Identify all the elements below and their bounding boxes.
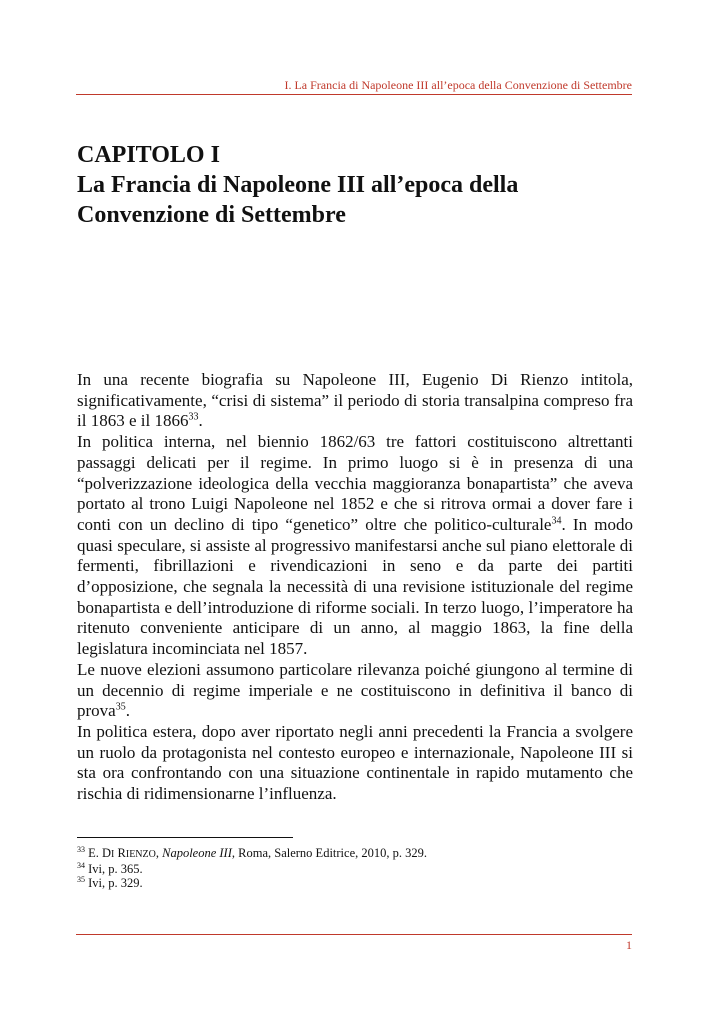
header-divider (76, 94, 632, 95)
paragraph-2 (77, 432, 633, 660)
footnote-34 (77, 862, 633, 876)
paragraph-3 (77, 660, 633, 722)
paragraph-2-text-b: . In modo quasi speculare, si assiste al progressivo manifestarsi anche sul piano elettorale di fermenti, fibrillazioni e rivendicazioni in seno e da parte dei partiti d’opposizione, che segnala la necessità di una revisione istituzionale del regime bonapartista e dell’introduzione di riforme sociali. In terzo luogo, l’imperatore ha ritenuto conveniente anticipare di un anno, al maggio 1863, la fine della legislatura incominciata nel 1857. (77, 514, 633, 659)
paragraph-1-text: In una recente biografia su Napoleone III, Eugenio Di Rienzo intitola, significativamente, “crisi di sistema” il periodo di storia transalpina compreso fra il 1863 e il 1866 (77, 370, 633, 431)
paragraph-2-text-a: In politica interna, nel biennio 1862/63 tre fattori costituiscono altrettanti passaggi delicati per il regime. In primo luogo si è in presenza di una “polverizzazione ideologica della vecchia maggioranza bonapartista” che aveva portato al trono Luigi Napoleone nel 1852 e che si ritrova ormai a dover fare i conti con un declino di tipo “genetico” oltre che politico-culturale (77, 432, 633, 534)
footnote-35 (77, 876, 633, 890)
paragraph-4-text: In politica estera, dopo aver riportato negli anni precedenti la Francia a svolgere un ruolo da protagonista nel contesto europeo e internazionale, Napoleone III si sta ora confrontando con una situazione continentale in rapido mutamento che rischia di ridimensionarne l’influenza. (77, 721, 633, 804)
paragraph-3-end: . (125, 701, 130, 721)
body-text (77, 370, 633, 805)
running-header: I. La Francia di Napoleone III all’epoca della Convenzione di Settembre (284, 78, 632, 92)
footnote-ref-35[interactable]: 35 (115, 701, 126, 713)
paragraph-1-end: . (198, 411, 203, 431)
footnote-number: 33 (77, 844, 85, 854)
chapter-title (77, 140, 633, 230)
footnote-ref-33[interactable]: 33 (188, 411, 199, 423)
paragraph-4 (77, 722, 633, 805)
footnote-book-title: Napoleone III (162, 846, 232, 860)
footnote-separator (77, 837, 293, 838)
footnote-author: E. DI RIENZO (88, 846, 156, 860)
footnote-text: Ivi, p. 329. (88, 876, 143, 890)
footnotes (77, 846, 633, 890)
paragraph-3-text: Le nuove elezioni assumono particolare rilevanza poiché giungono al termine di un decennio di regime imperiale e ne costituiscono in definitiva il banco di prova (77, 659, 633, 721)
page-number: 1 (626, 938, 632, 952)
footnote-number: 35 (77, 874, 85, 884)
paragraph-1 (77, 370, 633, 432)
footer-divider (76, 934, 632, 935)
chapter-title-line-1: La Francia di Napoleone III all’epoca della (77, 172, 519, 198)
footnote-citation: , Roma, Salerno Editrice, 2010, p. 329. (231, 846, 427, 860)
footnote-separator-comma: , (155, 846, 163, 860)
chapter-label: CAPITOLO I (77, 142, 220, 168)
footnote-ref-34[interactable]: 34 (551, 515, 562, 527)
chapter-title-line-2: Convenzione di Settembre (77, 202, 346, 228)
footnote-number: 34 (77, 860, 85, 870)
footnote-text: Ivi, p. 365. (88, 862, 143, 876)
footnote-33 (77, 846, 633, 862)
